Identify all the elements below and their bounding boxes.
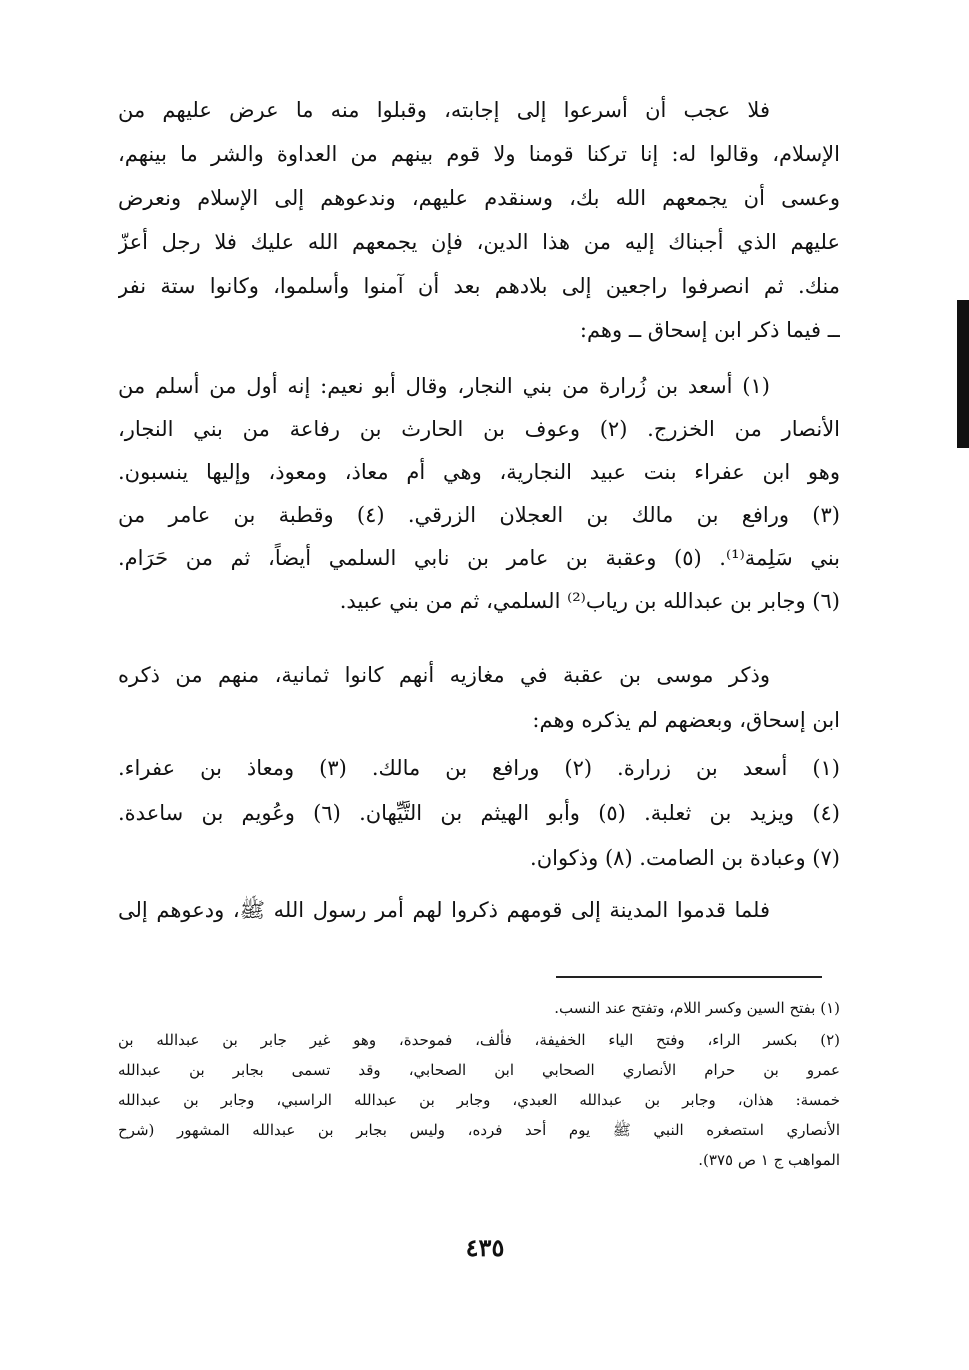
text-line: ابن إسحاق، وبعضهم لم يذكره وهم: bbox=[532, 708, 840, 732]
footnote-separator bbox=[556, 976, 822, 978]
footnote-line: خمسة: هذان، وجابر بن عبدالله العبدي، وجابر بن عبدالله الراسبي، وجابر بن عبدالله bbox=[118, 1091, 840, 1109]
text-line: عليهم الذي أجبناك إليه من هذا الدين، فإن يجمعهم الله عليك فلا رجل أعزّ bbox=[118, 230, 840, 254]
text-line: (٦) وجابر بن عبدالله بن رياب⁽²⁾ السلمي، ثم من بني عبيد. bbox=[339, 589, 840, 613]
text-line: الإسلام، وقالوا له: إنا تركنا قومنا ولا قوم بينهم من العداوة والشر ما بينهم، bbox=[118, 142, 840, 166]
paragraph-4-list-of-eight bbox=[118, 746, 840, 881]
page-number: ٤٣٥ bbox=[465, 1233, 505, 1262]
paragraph-1 bbox=[118, 88, 840, 352]
paragraph-3 bbox=[118, 653, 840, 743]
footnote-line: عمرو بن حرام الأنصاري الصحابي ابن الصحابي، وقد تسمى بجابر بن عبدالله bbox=[118, 1061, 840, 1079]
footnote-2 bbox=[118, 1025, 840, 1175]
text-line: بني سَلِمة⁽¹⁾. (٥) وعقبة بن عامر بن نابي السلمي أيضاً، ثم من حَرَام. bbox=[118, 546, 840, 570]
footnote-line: الأنصاري استصغره النبي ﷺ يوم أحد فرده، وليس بجابر بن عبدالله المشهور (شرح bbox=[118, 1121, 840, 1139]
text-line: منك. ثم انصرفوا راجعين إلى بلادهم بعد أن آمنوا وأسلموا، وكانوا ستة نفر bbox=[118, 274, 840, 298]
text-line: وهو ابن عفراء بنت عبيد النجارية، وهي أم معاذ، ومعوذ، وإليها ينسبون. bbox=[118, 460, 840, 484]
paragraph-2-list-of-six bbox=[118, 365, 840, 623]
footnote-line: (١) بفتح السين وكسر اللام، وتفتح عند النسب. bbox=[554, 999, 840, 1017]
paragraph-5 bbox=[118, 888, 840, 933]
text-line: فلما قدموا المدينة إلى قومهم ذكروا لهم أمر رسول الله ﷺ، ودعوهم إلى bbox=[118, 898, 770, 922]
text-line: (٤) ويزيد بن ثعلبة. (٥) وأبو الهيثم بن التَّيِّهان. (٦) وعُويم بن ساعدة. bbox=[118, 801, 840, 825]
text-line: ــ فيما ذكر ابن إسحاق ــ وهم: bbox=[579, 318, 840, 342]
footnote-line: المواهب ج ١ ص ٣٧٥). bbox=[698, 1151, 840, 1169]
text-line: (١) أسعد بن زُرارة من بني النجار، وقال أبو نعيم: إنه أول من أسلم من bbox=[118, 374, 770, 398]
text-line: وذكر موسى بن عقبة في مغازيه أنهم كانوا ثمانية، منهم من ذكره bbox=[118, 663, 770, 687]
text-line: وعسى أن يجمعهم الله بك، وسنقدم عليهم، وندعوهم إلى الإسلام ونعرض bbox=[118, 186, 840, 210]
footnote-line: (٢) بكسر الراء، وفتح الياء الخفيفة، فألف، فموحدة، وهو غير جابر بن عبدالله بن bbox=[118, 1031, 840, 1049]
footnote-1 bbox=[118, 993, 840, 1023]
text-line: (٧) وعبادة بن الصامت. (٨) وذكوان. bbox=[530, 846, 840, 870]
text-line: (٣) ورافع بن مالك بن العجلان الزرقي. (٤) وقطبة بن عامر من bbox=[118, 503, 840, 527]
text-line: فلا عجب أن أسرعوا إلى إجابته، وقبلوا منه ما عرض عليهم من bbox=[118, 98, 770, 122]
scan-edge-mark bbox=[957, 300, 969, 448]
text-line: (١) أسعد بن زرارة. (٢) ورافع بن مالك. (٣) ومعاذ بن عفراء. bbox=[118, 756, 840, 780]
text-line: الأنصار من الخزرج. (٢) وعوف بن الحارث بن رفاعة من بني النجار، bbox=[118, 417, 840, 441]
